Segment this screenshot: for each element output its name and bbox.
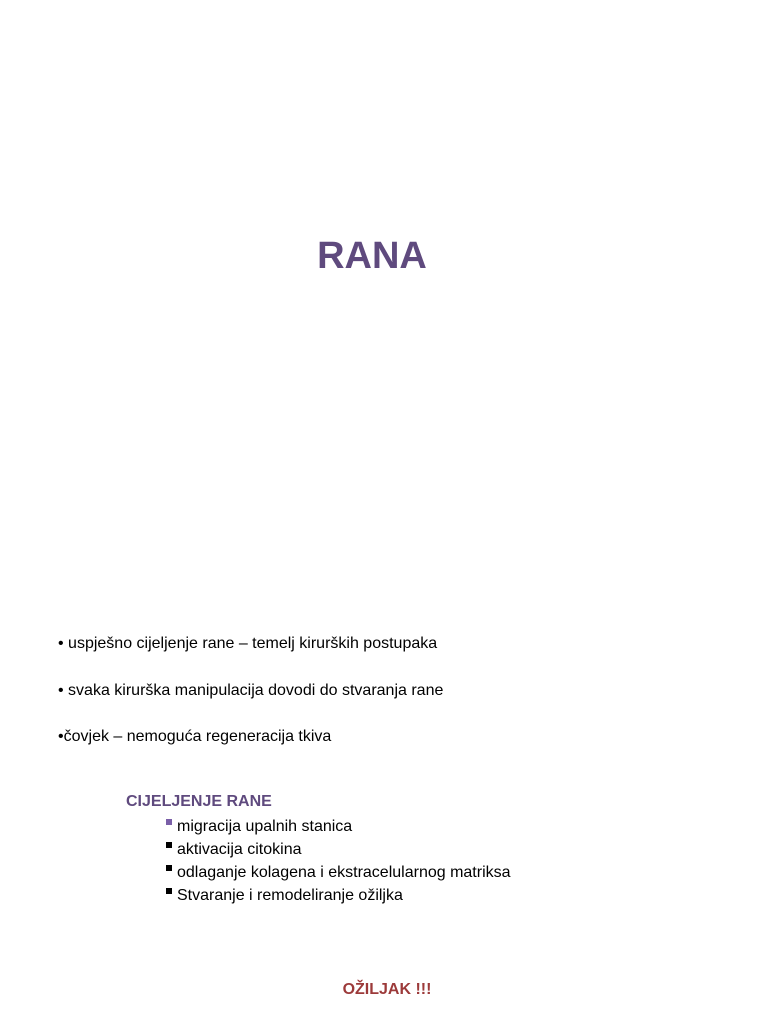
list-item xyxy=(166,861,511,884)
page-title: RANA xyxy=(317,235,427,277)
square-bullet-icon xyxy=(166,819,172,825)
list-item-text: odlaganje kolagena i ekstracelularnog matriksa xyxy=(177,864,511,881)
square-bullet-icon xyxy=(166,888,172,894)
bullet-dot-icon: • xyxy=(58,728,64,745)
list-item xyxy=(166,884,511,907)
list-item-text: Stvaranje i remodeliranje ožiljka xyxy=(177,887,403,904)
square-bullet-icon xyxy=(166,865,172,871)
bullet-dot-icon: • xyxy=(58,682,64,699)
list-item xyxy=(166,838,511,861)
bullet-dot-icon: • xyxy=(58,635,64,652)
section-heading: CIJELJENJE RANE xyxy=(126,793,272,810)
bullet-item xyxy=(58,727,331,747)
square-bullet-icon xyxy=(166,842,172,848)
list-item xyxy=(166,815,511,838)
list-item-text: aktivacija citokina xyxy=(177,841,302,858)
bullet-text: čovjek – nemoguća regeneracija tkiva xyxy=(63,728,332,745)
bullet-text: svaka kirurška manipulacija dovodi do stvaranja rane xyxy=(63,682,444,699)
list-item-text: migracija upalnih stanica xyxy=(177,818,353,835)
bullet-text: uspješno cijeljenje rane – temelj kirurških postupaka xyxy=(63,635,438,652)
healing-steps-list xyxy=(166,815,511,907)
bullet-item xyxy=(58,681,443,701)
footer-note: OŽILJAK !!! xyxy=(342,981,432,998)
bullet-item xyxy=(58,634,437,654)
